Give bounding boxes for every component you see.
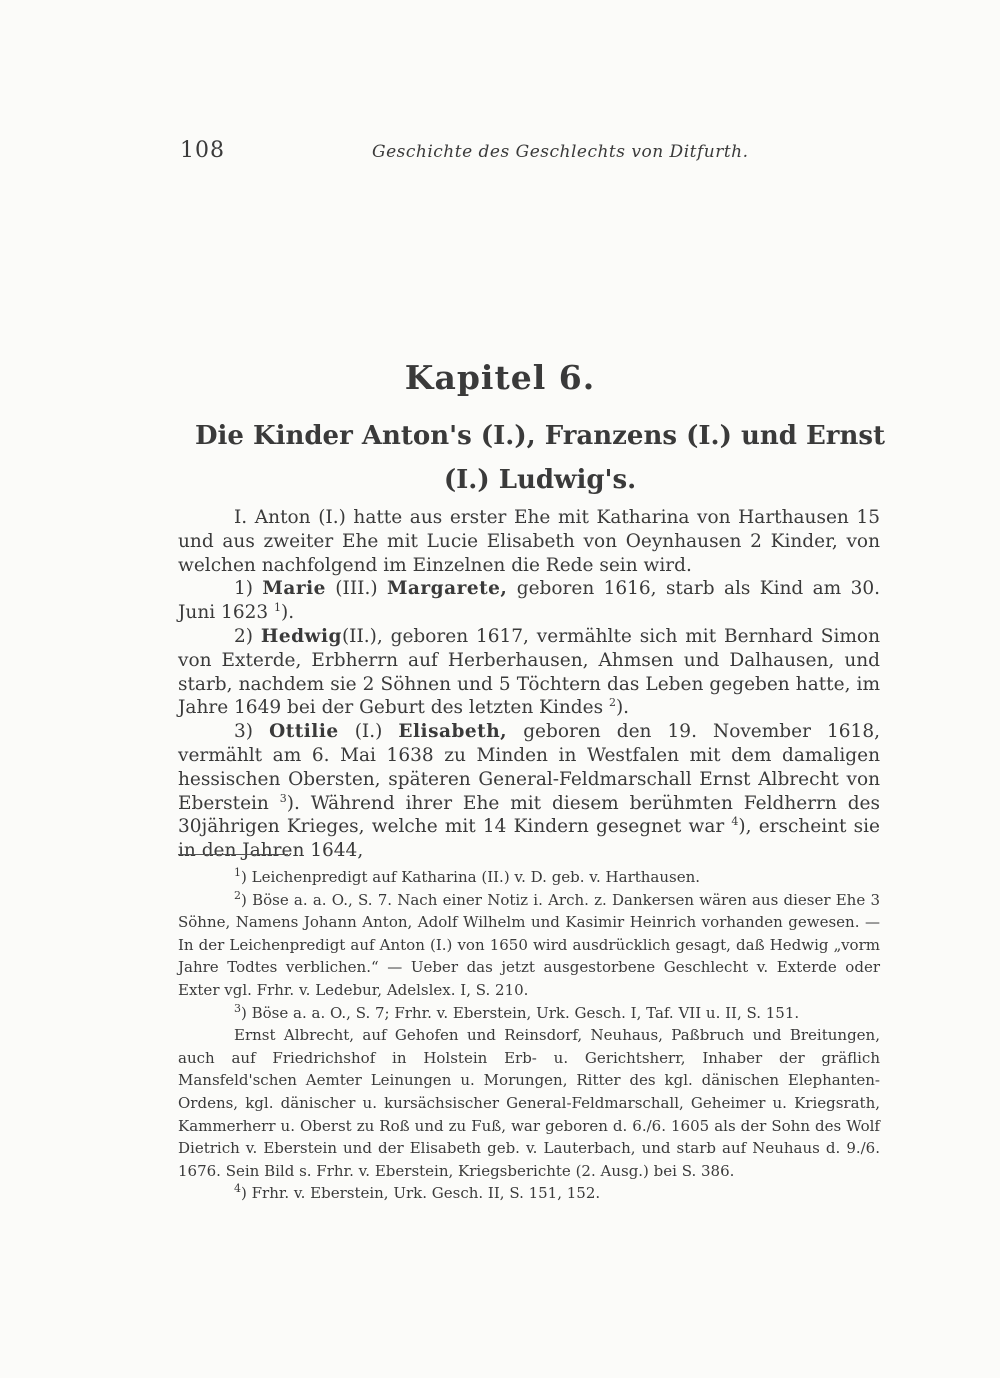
footnote-divider — [178, 854, 288, 855]
paragraph-marie: 1) Marie (III.) Margarete, geboren 1616, starb als Kind am 30. Juni 1623 $^1$). — [178, 578, 881, 624]
running-title: Geschichte des Geschlechts von Ditfurth. — [372, 142, 749, 162]
footnote-3-continued: Ernst Albrecht, auf Gehofen und Reinsdorf, Neuhaus, Paßbruch und Breitungen, auch auf Friedrichshof in Holstein Erb- u. Gerichtsherr, Inhaber der gräflich Mansfeld'schen Aemter Leinungen u. Morungen, Ritter des kgl. dänischen Elephanten-Ordens, kgl. dänischer u. kursächsischer General-Feldmarschall, Geheimer u. Kriegsrath, Kammerherr u. Oberst zu Roß und zu Fuß, war geboren d. 6./6. 1605 als der Sohn des Wolf Dietrich v. Eberstein und der Elisabeth geb. v. Lauterbach, und starb auf Neuhaus d. 9./6. 1676. Sein Bild s. Frhr. v. Eberstein, Kriegsberichte (2. Ausg.) bei S. 386. — [178, 1026, 880, 1180]
page-number: 108 — [180, 138, 225, 163]
person-name: Marie — [262, 578, 326, 600]
person-name: Ottilie — [269, 721, 339, 743]
footnote-3: $^3$) Böse a. a. O., S. 7; Frhr. v. Eberstein, Urk. Gesch. I, Taf. VII u. II, S. 151. — [234, 1001, 800, 1022]
person-name: Hedwig — [260, 625, 342, 647]
chapter-subtitle: Die Kinder Anton's (I.), Franzens (I.) und Ernst (I.) Ludwig's. — [194, 421, 886, 495]
chapter-title: Kapitel 6. — [404, 358, 596, 397]
paragraph-ottilie: 3) Ottilie (I.) Elisabeth, geboren den 19. November 1618, vermählt am 6. Mai 1638 zu Minden in Westfalen mit dem damaligen hessischen Obersten, späteren General-Feldmarschall Ernst Albrecht von Eberstein $^3$). Während ihrer Ehe mit diesem berühmten Feldherrn des 30jährigen Krieges, welche mit 14 Kindern gesegnet war $^4$), erscheint sie in den Jahren 1644, — [178, 721, 881, 862]
body-text — [178, 506, 880, 863]
footnote-1: $^1$) Leichenpredigt auf Katharina (II.) v. D. geb. v. Harthausen. — [234, 866, 701, 886]
person-name: Elisabeth, — [398, 721, 508, 743]
footnote-ref: 1 — [274, 601, 282, 615]
footnote-4: $^4$) Frhr. v. Eberstein, Urk. Gesch. II, S. 151, 152. — [234, 1182, 601, 1203]
paragraph-hedwig: 2) Hedwig(II.), geboren 1617, vermählte sich mit Bernhard Simon von Exterde, Erbherrn auf Herberhausen, Ahmsen und Dalhausen, und starb, nachdem sie 2 Söhnen und 5 Töchtern das Leben gegeben hatte, im Jahre 1649 bei der Geburt des letzten Kindes $^2$). — [178, 625, 880, 719]
footnote-2: $^2$) Böse a. a. O., S. 7. Nach einer Notiz i. Arch. z. Dankersen wären aus dieser Ehe 3 Söhne, Namens Johann Anton, Adolf Wilhelm und Kasimir Heinrich vorhanden gewesen. — In der Leichenpredigt auf Anton (I.) von 1650 wird ausdrücklich gesagt, daß Hedwig „vorm Jahre Todtes verblichen.“ — Ueber das jetzt ausgestorbene Geschlecht v. Exterde oder Exter vgl. Frhr. v. Ledebur, Adelslex. I, S. 210. — [178, 888, 880, 999]
footnote-ref: 4 — [731, 815, 739, 829]
footnotes — [178, 866, 880, 1205]
person-name: Margarete, — [386, 578, 508, 600]
page-header — [176, 138, 886, 172]
footnote-ref: 3 — [279, 791, 287, 805]
paragraph-intro: I. Anton (I.) hatte aus erster Ehe mit Katharina von Harthausen 15 und aus zweiter Ehe mit Lucie Elisabeth von Oeynhausen 2 Kinder, von welchen nachfolgend im Einzelnen die Rede sein wird. — [178, 507, 880, 576]
footnote-ref: 2 — [608, 696, 616, 710]
